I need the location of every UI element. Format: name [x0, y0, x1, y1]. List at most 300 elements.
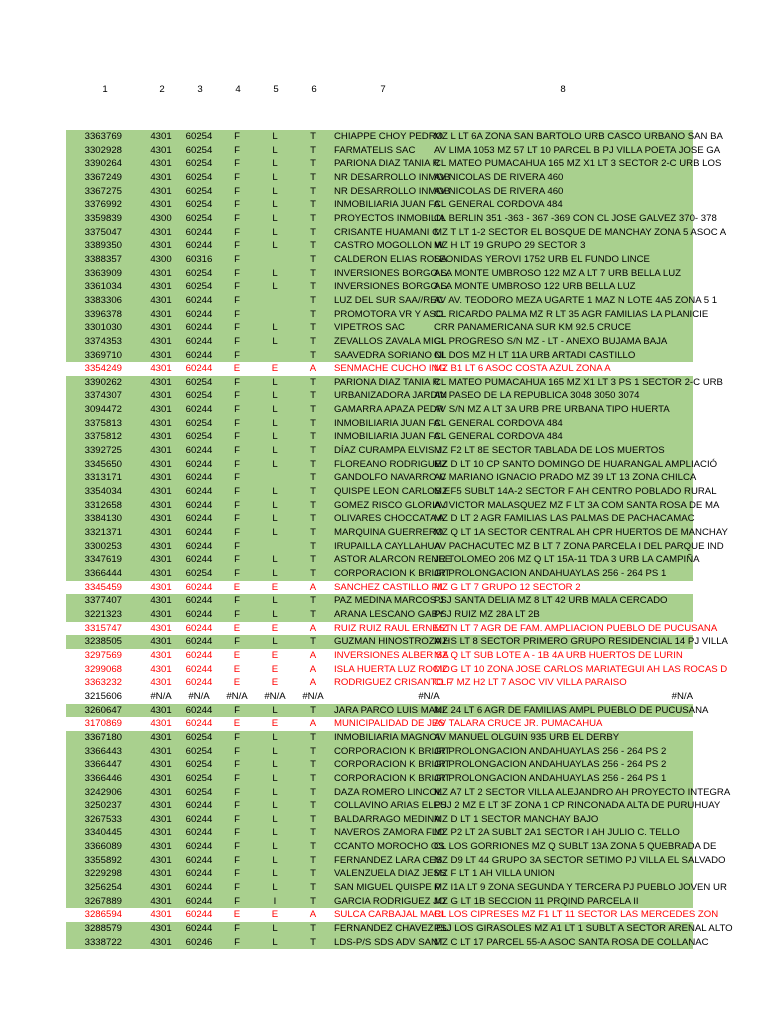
- table-cell-c1: 3375813: [84, 417, 122, 429]
- table-cell-c7: MARQUINA GUERRERO: [334, 527, 444, 539]
- table-cell-c5: L: [272, 417, 278, 429]
- table-cell-c4: F: [234, 731, 240, 743]
- table-cell-c7: LUZ DEL SUR SAA//REC: [334, 294, 444, 306]
- table-cell-c5: L: [272, 404, 278, 416]
- table-cell-c7: FERNANDEZ CHAVEZ EL: [334, 923, 448, 935]
- table-cell-c6: A: [309, 677, 317, 689]
- table-cell-c7: SAAVEDRA SORIANO NI: [334, 349, 445, 361]
- table-cell-c6: T: [310, 854, 316, 866]
- table-cell-c1: 3390262: [84, 376, 122, 388]
- table-row: [66, 540, 724, 554]
- table-cell-c2: 4301: [150, 554, 172, 566]
- table-cell-c7: INVERSIONES BORGO S.: [334, 281, 450, 293]
- table-cell-c3: 60244: [185, 404, 213, 416]
- table-cell-c6: T: [310, 185, 316, 197]
- table-cell-c3: 60244: [185, 718, 213, 730]
- table-cell-c5: E: [271, 649, 279, 661]
- table-row: [66, 485, 717, 499]
- table-cell-c5: L: [272, 390, 278, 402]
- table-row: [66, 471, 697, 485]
- table-cell-c6: T: [310, 568, 316, 579]
- table-cell-c3: 60244: [185, 704, 213, 716]
- table-cell-c5: L: [272, 595, 278, 607]
- table-cell-c1: 3369710: [84, 349, 122, 361]
- table-row: [66, 881, 727, 895]
- table-cell-c8: MZ D9 LT 44 GRUPO 3A SECTOR SETIMO PJ VILLA EL SALVADO: [434, 854, 726, 866]
- table-cell-c3: 60254: [185, 199, 213, 211]
- table-cell-c2: 4301: [150, 882, 172, 894]
- table-cell-c6: T: [310, 540, 316, 552]
- table-cell-c1: 3238505: [84, 636, 122, 648]
- table-cell-c1: 3300253: [84, 540, 122, 552]
- table-cell-c3: 60244: [185, 363, 213, 375]
- table-cell-c8: MZ C LT 17 PARCEL 55-A ASOC SANTA ROSA DE COLLANAC: [434, 936, 709, 948]
- table-cell-c1: 3388357: [84, 253, 122, 265]
- table-cell-c1: 3267533: [84, 813, 122, 825]
- table-cell-c4: E: [233, 363, 241, 375]
- table-row: [66, 553, 700, 567]
- table-row: [66, 922, 733, 936]
- table-cell-c3: 60254: [185, 390, 213, 402]
- table-cell-c3: 60244: [185, 800, 213, 812]
- table-cell-c3: 60254: [185, 212, 213, 224]
- table-cell-c3: 60254: [185, 417, 213, 429]
- table-row: [66, 458, 718, 472]
- table-cell-c7: FLOREANO RODRIGUEZ: [334, 458, 448, 470]
- table-cell-c6: T: [310, 267, 316, 279]
- table-cell-c3: 60244: [185, 909, 213, 921]
- table-cell-c2: 4301: [150, 349, 172, 361]
- table-cell-c1: 3359839: [84, 212, 122, 224]
- table-cell-c6: T: [310, 499, 316, 511]
- table-row: [66, 826, 693, 840]
- table-cell-c4: F: [234, 390, 240, 402]
- table-cell-c4: F: [234, 936, 240, 948]
- table-cell-c5: L: [272, 131, 278, 142]
- table-cell-c7: OLIVARES CHOCCATA A: [334, 513, 445, 525]
- table-row: [66, 280, 693, 294]
- table-cell-c3: 60244: [185, 540, 213, 552]
- table-cell-c8: JR PROLONGACION ANDAHUAYLAS 256 - 264 PS 2: [434, 759, 667, 771]
- table-cell-c3: 60244: [185, 677, 213, 689]
- table-cell-c7: VALENZUELA DIAZ JESS: [334, 868, 447, 880]
- table-cell-c4: F: [234, 335, 240, 347]
- table-cell-c3: 60244: [185, 486, 213, 498]
- table-cell-c5: L: [272, 868, 278, 880]
- table-cell-c8: AV LIMA 1053 MZ 57 LT 10 PARCEL B PJ VILLA POETA JOSE GA: [434, 144, 721, 156]
- table-cell-c2: 4301: [150, 294, 172, 306]
- table-row: [66, 239, 693, 253]
- table-cell-c4: F: [234, 458, 240, 470]
- table-cell-c8: PSJ LOS GIRASOLES MZ A1 LT 1 SUBLT A SECTOR ARENAL ALTO: [434, 923, 733, 935]
- table-cell-c6: A: [309, 718, 317, 730]
- table-cell-c3: 60244: [185, 622, 213, 634]
- table-cell-c6: T: [310, 759, 316, 771]
- table-cell-c6: T: [310, 636, 316, 648]
- table-cell-c1: 3363232: [84, 677, 122, 689]
- table-cell-c8: MZ D LT 1 SECTOR MANCHAY BAJO: [434, 813, 599, 825]
- table-cell-c2: 4301: [150, 772, 172, 784]
- table-cell-c8: CL LOS CIPRESES MZ F1 LT 11 SECTOR LAS MERCEDES ZON: [434, 909, 719, 921]
- table-cell-c4: F: [234, 841, 240, 853]
- column-header-row: [0, 84, 768, 96]
- table-cell-c2: 4301: [150, 376, 172, 388]
- table-cell-c5: L: [272, 513, 278, 525]
- table-cell-c4: F: [234, 308, 240, 320]
- table-cell-c7: CRISANTE HUAMANI C: [334, 226, 440, 238]
- table-cell-c2: 4301: [150, 185, 172, 197]
- table-cell-c6: T: [310, 253, 316, 265]
- table-cell-c6: A: [309, 663, 317, 675]
- table-cell-c8: MZ I1A LT 9 ZONA SEGUNDA Y TERCERA PJ PUEBLO JOVEN UR: [434, 882, 727, 894]
- table-cell-c5: L: [272, 335, 278, 347]
- table-cell-c1: 3242906: [84, 786, 122, 798]
- table-cell-c7: ZEVALLOS ZAVALA MIGI: [334, 335, 444, 347]
- table-cell-c5: #N/A: [264, 690, 286, 702]
- table-cell-c3: 60254: [185, 267, 213, 279]
- table-row: [66, 813, 693, 827]
- table-row: [66, 649, 693, 663]
- table-row: [66, 212, 717, 226]
- table-row: [66, 526, 728, 540]
- table-cell-c1: 3302928: [84, 144, 122, 156]
- table-cell-c7: GUZMAN HINOSTROZA H: [334, 636, 451, 648]
- table-cell-c3: 60254: [185, 376, 213, 388]
- table-cell-c1: 3094472: [84, 404, 122, 416]
- table-cell-c4: F: [234, 131, 240, 142]
- table-cell-c7: GOMEZ RISCO GLORIA J: [334, 499, 449, 511]
- table-cell-c7: CHIAPPE CHOY PEDRO: [334, 131, 444, 142]
- table-cell-c5: L: [272, 813, 278, 825]
- table-cell-c2: 4301: [150, 417, 172, 429]
- table-cell-c3: 60244: [185, 636, 213, 648]
- table-cell-c7: INMOBILIARIA JUAN FA: [334, 199, 441, 211]
- table-cell-c5: L: [272, 731, 278, 743]
- table-cell-c6: T: [310, 212, 316, 224]
- table-cell-c2: 4301: [150, 335, 172, 347]
- table-cell-c1: 3338722: [84, 936, 122, 948]
- table-cell-c4: #N/A: [226, 690, 248, 702]
- table-cell-c6: T: [310, 554, 316, 566]
- table-cell-c8: CL BERLIN 351 -363 - 367 -369 CON CL JOSE GALVEZ 370- 378: [434, 212, 717, 224]
- table-row: [66, 731, 693, 745]
- table-cell-c5: E: [271, 622, 279, 634]
- table-row: [66, 581, 693, 595]
- table-cell-c2: 4301: [150, 622, 172, 634]
- table-cell-c5: L: [272, 144, 278, 156]
- table-cell-c2: 4301: [150, 704, 172, 716]
- table-cell-c2: 4301: [150, 786, 172, 798]
- table-cell-c1: 3260647: [84, 704, 122, 716]
- table-cell-c1: 3340445: [84, 827, 122, 839]
- table-cell-c2: #N/A: [150, 690, 172, 702]
- table-cell-c6: T: [310, 322, 316, 334]
- table-cell-c3: 60244: [185, 322, 213, 334]
- table-cell-c5: L: [272, 800, 278, 812]
- table-cell-c1: 3256254: [84, 882, 122, 894]
- table-cell-c4: F: [234, 827, 240, 839]
- table-cell-c4: F: [234, 199, 240, 211]
- table-cell-c7: IRUPAILLA CAYLLAHUA: [334, 540, 441, 552]
- table-cell-c8: MZ F5 SUBLT 14A-2 SECTOR F AH CENTRO POBLADO RURAL: [434, 486, 717, 498]
- table-cell-c6: T: [310, 486, 316, 498]
- table-cell-c2: 4301: [150, 404, 172, 416]
- table-cell-c3: 60254: [185, 568, 213, 579]
- table-cell-c8: MZ T LT 1-2 SECTOR EL BOSQUE DE MANCHAY ZONA 5 ASOC A: [434, 226, 727, 238]
- table-row: [66, 799, 721, 813]
- table-cell-c4: F: [234, 568, 240, 579]
- table-cell-c8: AV MARIANO IGNACIO PRADO MZ 39 LT 13 ZONA CHILCA: [434, 472, 697, 484]
- table-cell-c6: T: [310, 595, 316, 607]
- table-cell-c5: L: [272, 854, 278, 866]
- table-cell-c1: 3229298: [84, 868, 122, 880]
- table-cell-c5: L: [272, 212, 278, 224]
- table-cell-c2: 4301: [150, 513, 172, 525]
- table-cell-c8: JR TOLOMEO 206 MZ Q LT 15A-11 TDA 3 URB LA CAMPIÑA: [434, 554, 700, 566]
- table-row: [66, 294, 718, 308]
- table-cell-c7: #N/A: [418, 690, 440, 702]
- table-cell-c8: AV AV. TEODORO MEZA UGARTE 1 MAZ N LOTE 4A5 ZONA 5 1: [434, 294, 718, 306]
- table-cell-c1: 3361034: [84, 281, 122, 293]
- table-cell-c7: ARANA LESCANO GABY: [334, 608, 445, 620]
- table-cell-c1: 3267889: [84, 895, 122, 907]
- table-cell-c7: INVERSIONES BORGO S.: [334, 267, 450, 279]
- table-cell-c6: T: [310, 308, 316, 320]
- table-cell-c8: JR PROLONGACION ANDAHUAYLAS 256 - 264 PS 1: [434, 772, 667, 784]
- table-cell-c6: T: [310, 936, 316, 948]
- table-cell-c5: L: [272, 827, 278, 839]
- table-cell-c6: T: [310, 786, 316, 798]
- table-cell-c3: 60244: [185, 458, 213, 470]
- table-cell-c7: GAMARRA APAZA PEDR: [334, 404, 444, 416]
- table-cell-c7: VIPETROS SAC: [334, 322, 405, 334]
- table-row: [66, 349, 693, 363]
- table-cell-c7: BALDARRAGO MEDINA: [334, 813, 441, 825]
- table-cell-c5: L: [272, 240, 278, 252]
- table-cell-c3: 60244: [185, 595, 213, 607]
- table-cell-c5: E: [271, 663, 279, 675]
- table-cell-c6: T: [310, 882, 316, 894]
- table-cell-c5: E: [271, 363, 279, 375]
- table-cell-c7: ASTOR ALARCON RENEE: [334, 554, 452, 566]
- table-row: [66, 567, 693, 581]
- table-cell-c6: T: [310, 431, 316, 443]
- table-cell-c4: F: [234, 923, 240, 935]
- table-row: [66, 308, 709, 322]
- spreadsheet-table: [66, 130, 733, 952]
- table-cell-c6: #N/A: [302, 690, 324, 702]
- table-cell-c2: 4301: [150, 854, 172, 866]
- table-cell-c7: DÍAZ CURAMPA ELVIS J: [334, 445, 442, 457]
- table-cell-c4: F: [234, 527, 240, 539]
- table-cell-c1: 3299068: [84, 663, 122, 675]
- table-cell-c5: L: [272, 458, 278, 470]
- table-cell-c3: 60244: [185, 663, 213, 675]
- table-cell-c1: 3389350: [84, 240, 122, 252]
- table-cell-c8: MZ L LT 6A ZONA SAN BARTOLO URB CASCO URBANO SAN BA: [434, 131, 723, 142]
- table-cell-c8: MZ F LT 1 AH VILLA UNION: [434, 868, 555, 880]
- table-cell-c8: MZ F2 LT 8E SECTOR TABLADA DE LOS MUERTOS: [434, 445, 665, 457]
- table-cell-c2: 4301: [150, 581, 172, 593]
- table-cell-c8: MZ D LT 10 CP SANTO DOMINGO DE HUARANGAL AMPLIACIÓ: [434, 458, 718, 470]
- table-cell-c6: T: [310, 144, 316, 156]
- table-cell-c8: PSJ RUIZ MZ 28A LT 2B: [434, 608, 540, 620]
- table-cell-c3: 60244: [185, 841, 213, 853]
- table-cell-c6: A: [309, 649, 317, 661]
- table-cell-c1: 3392725: [84, 445, 122, 457]
- table-cell-c4: F: [234, 759, 240, 771]
- table-cell-c2: 4301: [150, 158, 172, 170]
- table-cell-c5: L: [272, 158, 278, 170]
- table-row: [66, 444, 693, 458]
- table-cell-c2: 4301: [150, 663, 172, 675]
- table-row: [66, 321, 693, 335]
- table-row: [66, 417, 693, 431]
- table-cell-c2: 4301: [150, 458, 172, 470]
- table-cell-c4: F: [234, 854, 240, 866]
- table-cell-c7: PROMOTORA VR Y ASO: [334, 308, 444, 320]
- table-cell-c6: A: [309, 622, 317, 634]
- table-cell-c8: AV NICOLAS DE RIVERA 460: [434, 185, 564, 197]
- table-cell-c5: L: [272, 936, 278, 948]
- table-row: [66, 335, 693, 349]
- table-cell-c7: SENMACHE CUCHO ING: [334, 363, 446, 375]
- table-row: [66, 267, 693, 281]
- table-cell-c3: 60254: [185, 745, 213, 757]
- table-cell-c5: L: [272, 486, 278, 498]
- table-cell-c1: 3363909: [84, 267, 122, 279]
- column-header: 8: [560, 84, 566, 95]
- table-cell-c8: CL PROGRESO S/N MZ - LT - ANEXO BUJAMA BAJA: [434, 335, 668, 347]
- table-cell-c1: 3377407: [84, 595, 122, 607]
- table-cell-c5: L: [272, 431, 278, 443]
- table-cell-c6: T: [310, 335, 316, 347]
- table-cell-c7: CORPORACION K BRIGIT: [334, 745, 451, 757]
- table-cell-c5: E: [271, 718, 279, 730]
- table-cell-c2: 4301: [150, 322, 172, 334]
- table-cell-c3: 60254: [185, 281, 213, 293]
- table-cell-c2: 4301: [150, 363, 172, 375]
- table-cell-c8: MZ 24 LT 6 AGR DE FAMILIAS AMPL PUEBLO DE PUCUSANA: [434, 704, 709, 716]
- table-cell-c3: 60244: [185, 472, 213, 484]
- table-cell-c3: 60254: [185, 759, 213, 771]
- table-cell-c1: 3345459: [84, 581, 122, 593]
- table-cell-c2: 4301: [150, 923, 172, 935]
- table-cell-c8: CL 7 MZ H2 LT 7 ASOC VIV VILLA PARAISO: [434, 677, 627, 689]
- table-cell-c4: F: [234, 322, 240, 334]
- table-cell-c1: 3221323: [84, 608, 122, 620]
- table-cell-c5: E: [271, 909, 279, 921]
- table-cell-c3: 60254: [185, 131, 213, 142]
- table-cell-c5: E: [271, 581, 279, 593]
- table-cell-c7: GARCIA RODRIGUEZ JO: [334, 895, 446, 907]
- table-cell-c8: AV TALARA CRUCE JR. PUMACAHUA: [434, 718, 603, 730]
- table-cell-c7: PROYECTOS INMOBILIA: [334, 212, 446, 224]
- table-cell-c8: MZ D LT 2 AGR FAMILIAS LAS PALMAS DE PACHACAMAC: [434, 513, 695, 525]
- table-cell-c5: L: [272, 882, 278, 894]
- table-cell-c4: F: [234, 267, 240, 279]
- table-row: [66, 130, 723, 144]
- table-cell-c6: A: [309, 363, 317, 375]
- table-cell-c4: F: [234, 554, 240, 566]
- table-cell-c3: 60244: [185, 827, 213, 839]
- table-cell-c4: E: [233, 909, 241, 921]
- table-cell-c7: RODRIGUEZ CRISANTO F: [334, 677, 453, 689]
- table-cell-c1: 3384130: [84, 513, 122, 525]
- table-cell-c1: 3354249: [84, 363, 122, 375]
- table-cell-c1: 3170869: [84, 718, 122, 730]
- table-cell-c8: JR PROLONGACION ANDAHUAYLAS 256 - 264 PS 1: [434, 568, 667, 579]
- table-cell-c3: 60254: [185, 731, 213, 743]
- table-cell-c3: 60244: [185, 813, 213, 825]
- table-cell-c4: F: [234, 813, 240, 825]
- table-cell-c5: L: [272, 499, 278, 511]
- table-cell-c2: 4301: [150, 718, 172, 730]
- column-header: 1: [102, 84, 108, 95]
- table-cell-c1: 3367275: [84, 185, 122, 197]
- table-cell-c4: F: [234, 212, 240, 224]
- table-cell-c8: CL MATEO PUMACAHUA 165 MZ X1 LT 3 PS 1 SECTOR 2-C URB: [434, 376, 723, 388]
- table-cell-c8: CL GENERAL CORDOVA 484: [434, 417, 563, 429]
- table-cell-c1: 3321371: [84, 527, 122, 539]
- table-cell-c7: RUIZ RUIZ RAUL ERNEST: [334, 622, 451, 634]
- table-cell-c7: ISLA HUERTA LUZ ROCIO: [334, 663, 450, 675]
- table-cell-c2: 4301: [150, 827, 172, 839]
- table-cell-c8: MZ G LT 1B SECCION 11 PRQIND PARCELA II: [434, 895, 639, 907]
- table-cell-c4: E: [233, 622, 241, 634]
- column-header: 3: [197, 84, 203, 95]
- table-cell-c4: F: [234, 472, 240, 484]
- table-cell-c8: AV MANUEL OLGUIN 935 URB EL DERBY: [434, 731, 620, 743]
- table-row: [66, 157, 722, 171]
- table-cell-c1: 3374353: [84, 335, 122, 347]
- table-cell-c8: AV NICOLAS DE RIVERA 460: [434, 171, 564, 183]
- table-cell-c7: NR DESARROLLO INMOB: [334, 185, 451, 197]
- table-cell-c6: T: [310, 608, 316, 620]
- table-cell-c4: F: [234, 608, 240, 620]
- table-cell-c2: 4301: [150, 486, 172, 498]
- table-cell-c2: 4301: [150, 649, 172, 661]
- table-cell-c5: L: [272, 322, 278, 334]
- table-row: [66, 226, 727, 240]
- table-cell-c3: 60244: [185, 335, 213, 347]
- table-cell-c6: T: [310, 800, 316, 812]
- table-cell-c2: 4301: [150, 745, 172, 757]
- table-cell-c2: 4301: [150, 677, 172, 689]
- table-cell-c1: 3355892: [84, 854, 122, 866]
- table-cell-c6: T: [310, 226, 316, 238]
- table-cell-c7: PARIONA DIAZ TANIA R: [334, 158, 440, 170]
- table-cell-c5: L: [272, 171, 278, 183]
- table-cell-c4: F: [234, 431, 240, 443]
- table-cell-c5: L: [272, 199, 278, 211]
- table-cell-c7: CCANTO MOROCHO OS: [334, 841, 445, 853]
- table-cell-c8: CL GENERAL CORDOVA 484: [434, 431, 563, 443]
- table-cell-c2: 4301: [150, 199, 172, 211]
- table-row: [66, 676, 693, 690]
- table-cell-c5: E: [271, 677, 279, 689]
- table-cell-c5: L: [272, 376, 278, 388]
- table-cell-c4: F: [234, 499, 240, 511]
- table-cell-c4: F: [234, 294, 240, 306]
- table-cell-c2: 4301: [150, 595, 172, 607]
- table-cell-c4: F: [234, 158, 240, 170]
- table-cell-c7: COLLAVINO ARIAS ELEU: [334, 800, 447, 812]
- table-cell-c4: F: [234, 171, 240, 183]
- table-row: [66, 512, 693, 526]
- table-row: [66, 786, 731, 800]
- table-row: [66, 690, 693, 704]
